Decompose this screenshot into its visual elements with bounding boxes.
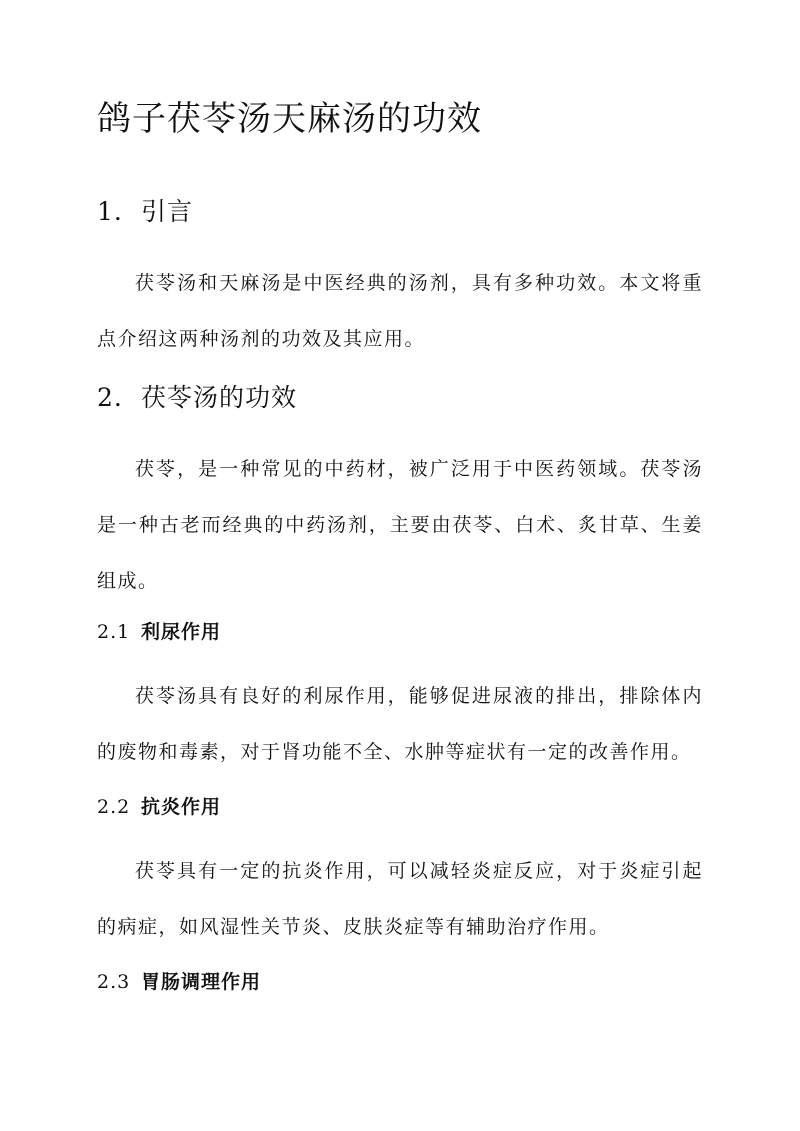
- subsection-title: 利尿作用: [141, 621, 222, 643]
- diuretic-paragraph: 茯苓汤具有良好的利尿作用，能够促进尿液的排出，排除体内的废物和毒素，对于肾功能不全、水肿等症状有一定的改善作用。: [97, 685, 703, 763]
- fuling-paragraph: 茯苓，是一种常见的中药材，被广泛用于中医药领域。茯苓汤是一种古老而经典的中药汤剂，主要由茯苓、白术、炙甘草、生姜组成。: [97, 458, 703, 592]
- subsection-number: 2.3: [97, 971, 131, 993]
- antiinflammatory-paragraph: 茯苓具有一定的抗炎作用，可以减轻炎症反应，对于炎症引起的病症，如风湿性关节炎、皮肤炎症等有辅助治疗作用。: [97, 860, 703, 938]
- page-title: 鸽子茯苓汤天麻汤的功效: [97, 99, 482, 139]
- subsection-title: 抗炎作用: [141, 796, 222, 818]
- subsection-number: 2.1: [97, 621, 131, 643]
- section-title: 引言: [141, 197, 194, 226]
- section-heading-intro: [97, 196, 193, 228]
- section-heading-fuling: [97, 382, 297, 414]
- subsection-heading-diuretic: [97, 619, 221, 645]
- section-number: 2.: [97, 383, 123, 412]
- subsection-heading-gastro: [97, 969, 261, 995]
- subsection-number: 2.2: [97, 796, 131, 818]
- intro-paragraph: 茯苓汤和天麻汤是中医经典的汤剂，具有多种功效。本文将重点介绍这两种汤剂的功效及其应用。: [97, 272, 703, 350]
- section-title: 茯苓汤的功效: [141, 383, 298, 412]
- subsection-heading-antiinflammatory: [97, 794, 221, 820]
- section-number: 1.: [97, 197, 123, 226]
- subsection-title: 胃肠调理作用: [141, 971, 262, 993]
